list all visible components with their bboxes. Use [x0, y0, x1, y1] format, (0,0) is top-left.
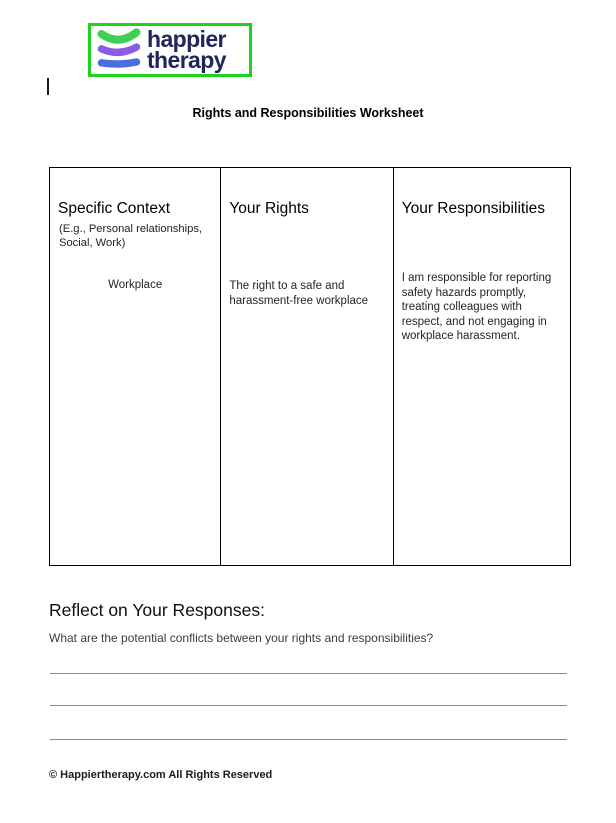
logo-word-therapy: therapy: [147, 47, 226, 73]
logo-wordmark: [147, 26, 226, 73]
answer-line-1[interactable]: [50, 673, 567, 674]
logo-word-happier: happier: [147, 26, 226, 52]
happier-therapy-logo-icon: [96, 27, 142, 74]
text-cursor: [47, 78, 49, 95]
happier-therapy-logo: [88, 23, 252, 77]
column-header: Your Rights: [229, 200, 309, 217]
answer-line-2[interactable]: [50, 705, 567, 706]
column-header: Your Responsibilities: [401, 200, 546, 217]
table-column-your-rights[interactable]: [221, 168, 393, 565]
page-title: Rights and Responsibilities Worksheet: [192, 106, 424, 120]
reflect-heading: Reflect on Your Responses:: [49, 600, 265, 620]
cell-responsibilities-value[interactable]: I am responsible for reporting safety hazards promptly, treating colleagues with respect, and not engaging in workplace harassment.: [401, 272, 552, 342]
table-column-your-responsibilities[interactable]: [394, 168, 570, 565]
answer-line-3[interactable]: [50, 739, 567, 740]
cell-context-value[interactable]: Workplace: [108, 279, 163, 291]
copyright-footer: © Happiertherapy.com All Rights Reserved: [49, 769, 273, 781]
column-header: Specific Context: [58, 200, 170, 217]
reflect-question: What are the potential conflicts between your rights and responsibilities?: [49, 631, 434, 645]
cell-rights-value[interactable]: The right to a safe and harassment-free workplace: [229, 280, 369, 307]
column-subheader: (E.g., Personal relationships, Social, Work): [59, 223, 203, 249]
rights-responsibilities-table: [49, 167, 571, 566]
table-column-specific-context[interactable]: [50, 168, 221, 565]
